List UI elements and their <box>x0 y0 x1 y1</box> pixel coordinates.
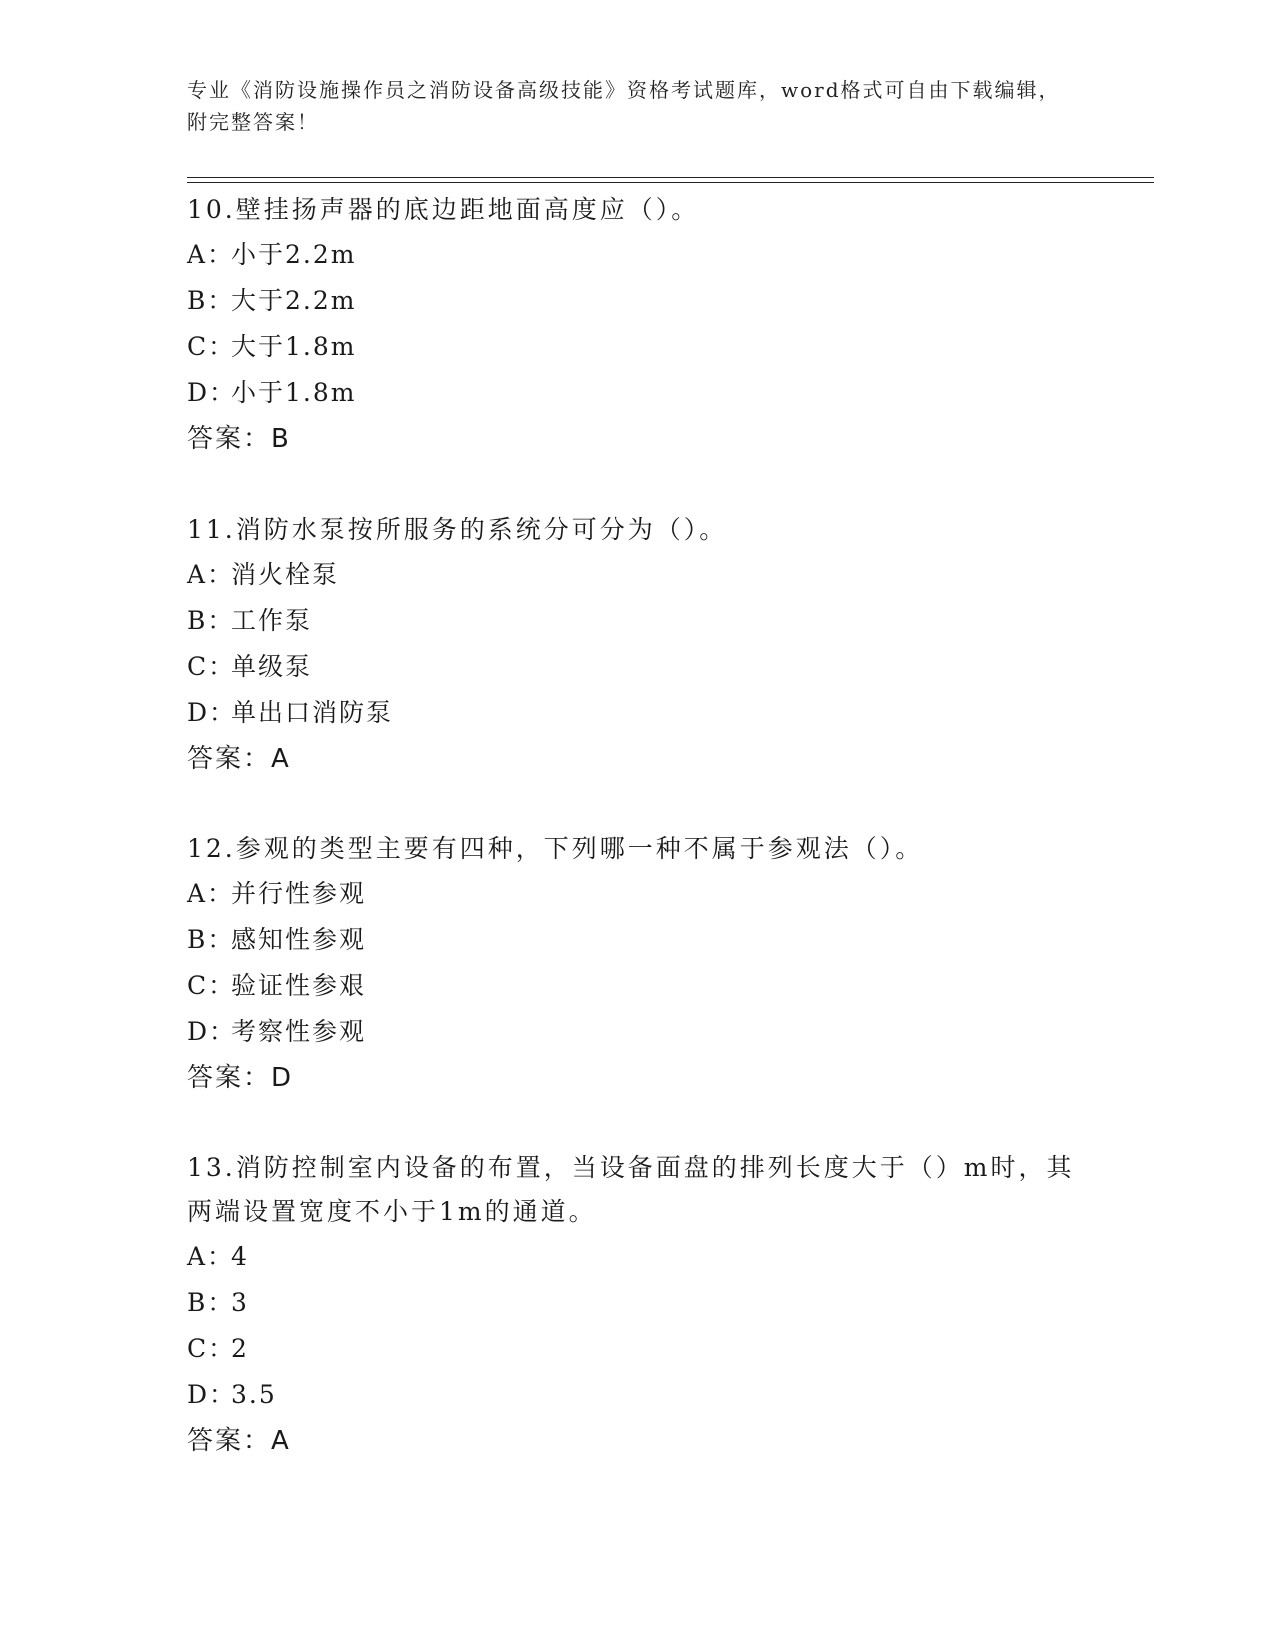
option-c <box>187 644 1087 690</box>
option-b <box>187 1280 1087 1326</box>
question-10 <box>187 188 1087 462</box>
option-a <box>187 232 1087 278</box>
question-stem: 10.壁挂扬声器的底边距地面高度应（）。 <box>187 195 700 224</box>
document-header: 专业《消防设施操作员之消防设备高级技能》资格考试题库，word格式可自由下载编辑，附完整答案！ <box>187 78 1061 134</box>
option-text: 单级泵 <box>231 652 313 681</box>
option-b <box>187 278 1087 324</box>
option-c <box>187 1326 1087 1372</box>
option-text: 考察性参观 <box>231 1017 367 1046</box>
option-a <box>187 1234 1087 1280</box>
option-letter: A： <box>187 240 235 269</box>
option-text: 单出口消防泵 <box>231 698 394 727</box>
option-text: 小于2.2m <box>231 240 357 269</box>
option-text: 3 <box>231 1288 249 1317</box>
option-text: 工作泵 <box>231 606 313 635</box>
option-letter: A： <box>187 879 235 908</box>
option-letter: B： <box>187 606 235 635</box>
option-letter: C： <box>187 971 236 1000</box>
option-d <box>187 1372 1087 1418</box>
option-letter: D： <box>187 1017 237 1046</box>
option-letter: D： <box>187 1380 237 1409</box>
option-text: 感知性参观 <box>231 925 367 954</box>
question-stem: 12.参观的类型主要有四种，下列哪一种不属于参观法（）。 <box>187 834 924 863</box>
option-letter: D： <box>187 698 237 727</box>
option-letter: D： <box>187 378 237 407</box>
option-letter: B： <box>187 925 235 954</box>
answer-line: 答案：B <box>187 424 291 454</box>
option-text: 小于1.8m <box>231 378 357 407</box>
option-d <box>187 690 1087 736</box>
option-letter: A： <box>187 560 235 589</box>
option-letter: C： <box>187 652 236 681</box>
question-stem: 13.消防控制室内设备的布置，当设备面盘的排列长度大于（）m时，其两端设置宽度不小于1m的通道。 <box>187 1153 1075 1226</box>
option-letter: B： <box>187 286 235 315</box>
option-text: 4 <box>231 1242 249 1271</box>
option-a <box>187 552 1087 598</box>
option-letter: C： <box>187 332 236 361</box>
header-divider-bottom <box>187 182 1154 183</box>
option-c <box>187 324 1087 370</box>
option-b <box>187 598 1087 644</box>
question-12 <box>187 827 1087 1101</box>
answer-line: 答案：A <box>187 744 291 774</box>
question-13 <box>187 1146 1087 1464</box>
option-letter: C： <box>187 1334 236 1363</box>
option-letter: A： <box>187 1242 235 1271</box>
option-text: 验证性参艰 <box>231 971 367 1000</box>
option-text: 大于2.2m <box>231 286 357 315</box>
answer-line: 答案：D <box>187 1063 294 1093</box>
option-letter: B： <box>187 1288 235 1317</box>
option-d <box>187 370 1087 416</box>
option-d <box>187 1009 1087 1055</box>
option-c <box>187 963 1087 1009</box>
option-a <box>187 871 1087 917</box>
option-text: 2 <box>231 1334 249 1363</box>
answer-line: 答案：A <box>187 1426 291 1456</box>
header-divider-top <box>187 177 1154 178</box>
option-b <box>187 917 1087 963</box>
option-text: 大于1.8m <box>231 332 357 361</box>
option-text: 并行性参观 <box>231 879 367 908</box>
question-stem: 11.消防水泵按所服务的系统分可分为（）。 <box>187 515 728 544</box>
option-text: 消火栓泵 <box>231 560 340 589</box>
option-text: 3.5 <box>231 1380 277 1409</box>
question-11 <box>187 508 1087 782</box>
